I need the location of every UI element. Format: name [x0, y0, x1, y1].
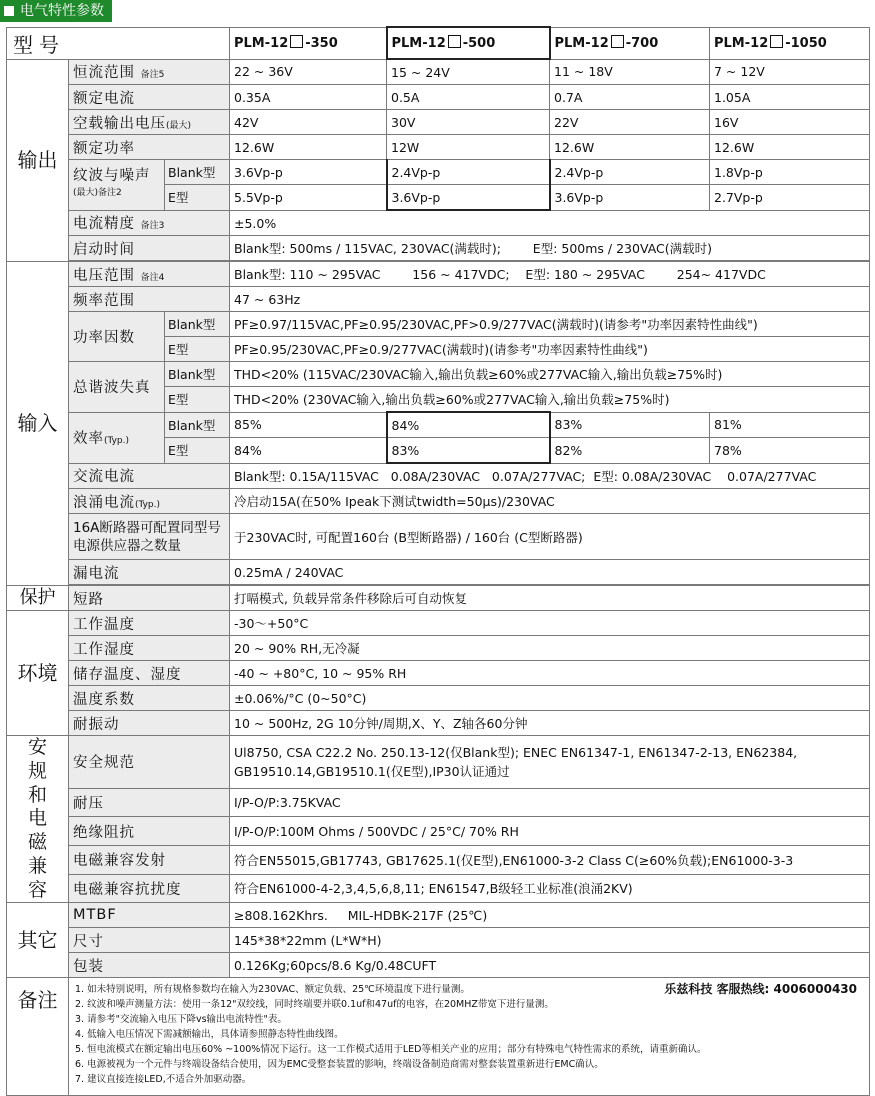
model-label: 型号: [7, 27, 230, 59]
label-package: 包装: [69, 953, 230, 978]
cell: ±0.06%/°C (0~50°C): [230, 686, 870, 711]
row-leakage: [7, 560, 870, 585]
cell: 12.6W: [230, 135, 387, 160]
label-ripple: 纹波与噪声 (最大)备注2: [69, 160, 165, 211]
label-startup: 启动时间: [69, 236, 230, 261]
row-safety-standards: [7, 736, 870, 789]
cell: 78%: [710, 438, 870, 464]
cell: 符合EN55015,GB17743, GB17625.1(仅E型),EN61000-3-2 Class C(≥60%负载);EN61000-3-3: [230, 845, 870, 874]
group-safety: 安规和电磁兼容: [7, 736, 69, 903]
cell: THD<20% (115VAC/230VAC输入,输出负载≥60%或277VAC输入,输出负载≥75%时): [230, 362, 870, 387]
label-work-humidity: 工作湿度: [69, 636, 230, 661]
row-inrush: [7, 489, 870, 514]
cell: 0.35A: [230, 85, 387, 110]
row-temp-coef: [7, 686, 870, 711]
row-size: [7, 928, 870, 953]
model-col-4: PLM-12 -1050: [710, 27, 870, 59]
cell: Blank型: 110 ~ 295VAC 156 ~ 417VDC; E型: 180 ~ 295VAC 254~ 417VDC: [230, 262, 870, 287]
note-item: 5. 恒电流模式在额定输出电压60% ~100%情况下运行。这一工作模式适用于LED等相关产业的应用；部分有特殊电气特性需求的系统，请重新确认。: [75, 1044, 707, 1056]
cell: 3.6Vp-p: [387, 185, 550, 211]
row-work-temp: [7, 611, 870, 636]
row-withstand: [7, 788, 870, 817]
label-no-load-voltage: 空载输出电压(最大): [69, 110, 230, 135]
row-rated-current: [7, 85, 870, 110]
note-item: 2. 纹波和噪声测量方法：使用一条12"双绞线，同时终端要并联0.1uf和47uf的电容，在20MHZ带宽下进行量测。: [75, 999, 554, 1011]
cell: 2.4Vp-p: [387, 160, 550, 185]
notes-body: [69, 978, 870, 1096]
cell: PF≥0.97/115VAC,PF≥0.95/230VAC,PF>0.9/277VAC(满载时)(请参考"功率因素特性曲线"): [230, 312, 870, 337]
label-breaker: 16A断路器可配置同型号电源供应器之数量: [69, 514, 230, 560]
cell: 22 ~ 36V: [230, 59, 387, 85]
label-thd: 总谐波失真: [69, 362, 165, 413]
cell: 20 ~ 90% RH,无冷凝: [230, 636, 870, 661]
row-eff-blank: [7, 412, 870, 438]
cell: 2.7Vp-p: [710, 185, 870, 211]
note-item: 3. 请参考"交流输入电压下降vs输出电流特性"表。: [75, 1014, 287, 1026]
cell: Ul8750, CSA C22.2 No. 250.13-12(仅Blank型); ENEC EN61347-1, EN61347-2-13, EN62384, GB19510.14,GB19510.1(仅E型),IP30认证通过: [230, 736, 870, 789]
label-isolation: 绝缘阻抗: [69, 817, 230, 846]
label-leakage: 漏电流: [69, 560, 230, 585]
row-voltage-range: [7, 262, 870, 287]
label-blank-type: Blank型: [165, 412, 230, 438]
row-notes: [7, 978, 870, 1096]
cell: 3.6Vp-p: [550, 185, 710, 211]
section-title: 电气特性参数: [20, 3, 104, 19]
cell: 冷启动15A(在50% Ipeak下测试twidth=50μs)/230VAC: [230, 489, 870, 514]
label-withstand: 耐压: [69, 788, 230, 817]
label-e-type: E型: [165, 185, 230, 211]
cell: 16V: [710, 110, 870, 135]
row-cc-range: [7, 59, 870, 85]
cell: PF≥0.95/230VAC,PF≥0.9/277VAC(满载时)(请参考"功率因素特性曲线"): [230, 337, 870, 362]
row-storage: [7, 661, 870, 686]
cell: 0.25mA / 240VAC: [230, 560, 870, 585]
cell: 0.7A: [550, 85, 710, 110]
label-safety-standards: 安全规范: [69, 736, 230, 789]
row-breaker: [7, 514, 870, 560]
cell: 11 ~ 18V: [550, 59, 710, 85]
cell: 83%: [550, 412, 710, 438]
label-rated-current: 额定电流: [69, 85, 230, 110]
group-protection: 保护: [7, 586, 69, 611]
cell: -40 ~ +80°C, 10 ~ 95% RH: [230, 661, 870, 686]
label-work-temp: 工作温度: [69, 611, 230, 636]
model-col-2: PLM-12 -500: [387, 27, 550, 59]
cell: 7 ~ 12V: [710, 59, 870, 85]
row-ripple-blank: [7, 160, 870, 185]
model-row: [7, 27, 870, 59]
label-e-type: E型: [165, 337, 230, 362]
label-storage: 储存温度、湿度: [69, 661, 230, 686]
label-temp-coef: 温度系数: [69, 686, 230, 711]
row-no-load-voltage: [7, 110, 870, 135]
cell: 30V: [387, 110, 550, 135]
label-emi: 电磁兼容发射: [69, 845, 230, 874]
cell: 打嗝模式, 负载异常条件移除后可自动恢复: [230, 586, 870, 611]
cell: -30～+50°C: [230, 611, 870, 636]
checkbox-icon: [448, 35, 461, 48]
checkbox-icon: [770, 35, 783, 48]
square-icon: [4, 6, 14, 16]
cell: 145*38*22mm (L*W*H): [230, 928, 870, 953]
row-work-humidity: [7, 636, 870, 661]
label-current-accuracy: 电流精度 备注3: [69, 210, 230, 236]
row-pf-blank: [7, 312, 870, 337]
label-blank-type: Blank型: [165, 362, 230, 387]
label-short: 短路: [69, 586, 230, 611]
cell: 22V: [550, 110, 710, 135]
label-mtbf: MTBF: [69, 903, 230, 928]
cell: 3.6Vp-p: [230, 160, 387, 185]
row-short: [7, 586, 870, 611]
cell: Blank型: 0.15A/115VAC 0.08A/230VAC 0.07A/277VAC; E型: 0.08A/230VAC 0.07A/277VAC: [230, 463, 870, 489]
cell: 47 ~ 63Hz: [230, 287, 870, 312]
cell: 符合EN61000-4-2,3,4,5,6,8,11; EN61547,B级轻工业标准(浪涌2KV): [230, 874, 870, 903]
model-col-1: PLM-12 -350: [230, 27, 387, 59]
row-ems: [7, 874, 870, 903]
row-thd-blank: [7, 362, 870, 387]
cell: 1.8Vp-p: [710, 160, 870, 185]
group-notes: 备注: [7, 978, 69, 1096]
cell: 10 ~ 500Hz, 2G 10分钟/周期,X、Y、Z轴各60分钟: [230, 711, 870, 736]
note-item: 7. 建议直接连接LED,不适合外加驱动器。: [75, 1074, 252, 1086]
label-ac-current: 交流电流: [69, 463, 230, 489]
spec-table: [6, 26, 870, 1096]
hotline: 乐兹科技 客服热线: 4006000430: [664, 982, 857, 997]
row-freq-range: [7, 287, 870, 312]
label-cc-range: 恒流范围 备注5: [69, 59, 230, 85]
label-voltage-range: 电压范围 备注4: [69, 262, 230, 287]
label-rated-power: 额定功率: [69, 135, 230, 160]
cell: I/P-O/P:3.75KVAC: [230, 788, 870, 817]
cell: 0.126Kg;60pcs/8.6 Kg/0.48CUFT: [230, 953, 870, 978]
label-e-type: E型: [165, 438, 230, 464]
checkbox-icon: [290, 35, 303, 48]
label-size: 尺寸: [69, 928, 230, 953]
label-blank-type: Blank型: [165, 312, 230, 337]
note-item: 4. 低输入电压情况下需减额输出，具体请参照静态特性曲线图。: [75, 1029, 344, 1041]
cell: 81%: [710, 412, 870, 438]
cell: THD<20% (230VAC输入,输出负载≥60%或277VAC输入,输出负载≥75%时): [230, 387, 870, 413]
cell: I/P-O/P:100M Ohms / 500VDC / 25°C/ 70% RH: [230, 817, 870, 846]
cell: 2.4Vp-p: [550, 160, 710, 185]
label-freq-range: 频率范围: [69, 287, 230, 312]
row-current-accuracy: [7, 210, 870, 236]
row-startup: [7, 236, 870, 261]
cell: Blank型: 500ms / 115VAC, 230VAC(满载时); E型: 500ms / 230VAC(满载时): [230, 236, 870, 261]
label-efficiency: 效率(Typ.): [69, 412, 165, 463]
section-header: [0, 0, 112, 22]
label-vibration: 耐振动: [69, 711, 230, 736]
cell: 1.05A: [710, 85, 870, 110]
row-mtbf: [7, 903, 870, 928]
note-item: 1. 如未特别说明，所有规格参数均在输入为230VAC、额定负载、25℃环境温度下进行量测。: [75, 984, 470, 996]
cell: 0.5A: [387, 85, 550, 110]
cell: 42V: [230, 110, 387, 135]
note-item: 6. 电源被视为一个元件与终端设备结合使用，因为EMC受整套装置的影响，终端设备制造商需对整套装置重新进行EMC确认。: [75, 1059, 604, 1071]
row-rated-power: [7, 135, 870, 160]
model-col-3: PLM-12 -700: [550, 27, 710, 59]
cell: 84%: [230, 438, 387, 464]
group-environment: 环境: [7, 611, 69, 736]
cell: 于230VAC时, 可配置160台 (B型断路器) / 160台 (C型断路器): [230, 514, 870, 560]
cell: ≥808.162Khrs. MIL-HDBK-217F (25℃): [230, 903, 870, 928]
row-package: [7, 953, 870, 978]
cell: 82%: [550, 438, 710, 464]
label-blank-type: Blank型: [165, 160, 230, 185]
cell: 5.5Vp-p: [230, 185, 387, 211]
cell: 15 ~ 24V: [387, 59, 550, 85]
group-other: 其它: [7, 903, 69, 978]
row-ac-current: [7, 463, 870, 489]
cell: 85%: [230, 412, 387, 438]
cell: 12W: [387, 135, 550, 160]
row-vibration: [7, 711, 870, 736]
cell: 12.6W: [550, 135, 710, 160]
row-isolation: [7, 817, 870, 846]
label-pf: 功率因数: [69, 312, 165, 362]
group-input: 输入: [7, 262, 69, 586]
row-emi: [7, 845, 870, 874]
label-inrush: 浪涌电流(Typ.): [69, 489, 230, 514]
cell: 12.6W: [710, 135, 870, 160]
checkbox-icon: [611, 35, 624, 48]
cell: 84%: [387, 412, 550, 438]
group-output: 输出: [7, 59, 69, 262]
label-e-type: E型: [165, 387, 230, 413]
label-ems: 电磁兼容抗扰度: [69, 874, 230, 903]
cell: 83%: [387, 438, 550, 464]
cell: ±5.0%: [230, 210, 870, 236]
